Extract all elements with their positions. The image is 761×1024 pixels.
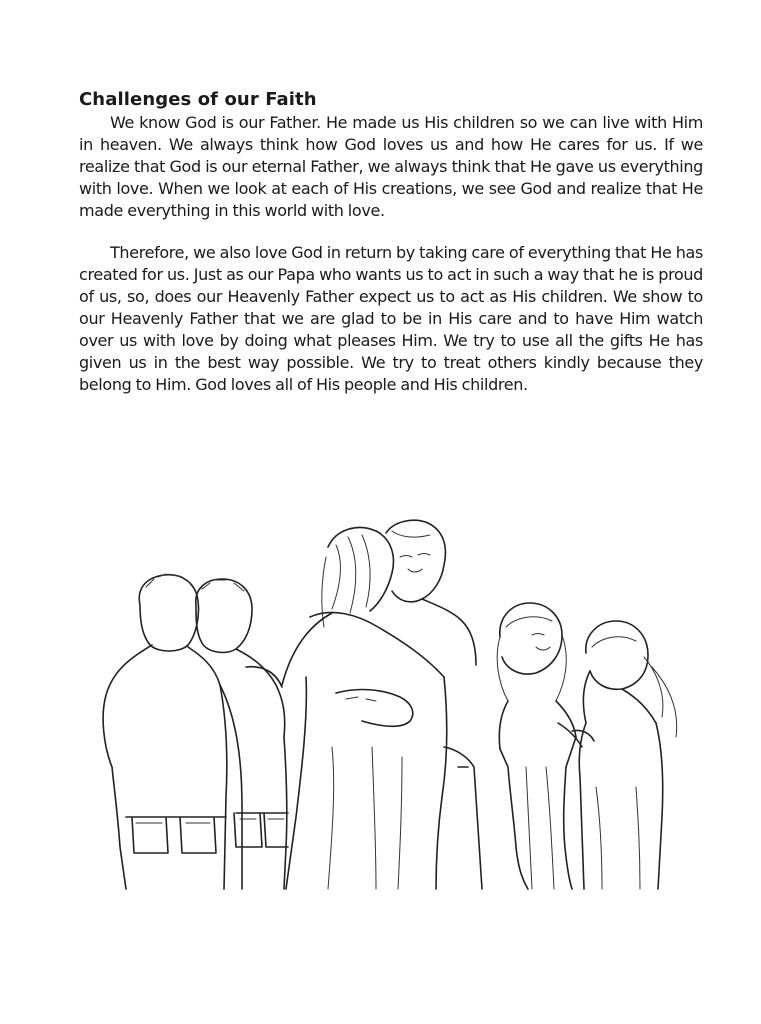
parents-hugging-figure (282, 520, 482, 889)
text-block (79, 88, 703, 396)
family-hug-line-drawing-icon (96, 517, 706, 902)
page-title: Challenges of our Faith (79, 89, 317, 110)
paragraph-1: We know God is our Father. He made us His children so we can live with Him in heaven. We always think how God loves us and how He cares for us. If we realize that God is our eternal Father, we always think that He gave us everything with love. When we look at each of His creations, we see God and realize that He made everything in this world with love. (79, 113, 703, 220)
girl-right-figure (572, 621, 677, 889)
paragraph-2: Therefore, we also love God in return by taking care of everything that He has created for us. Just as our Papa who wants us to act in such a way that he is proud of us, so, does our Heavenly Father expect us to act as His children. We show to our Heavenly Father that we are glad to be in His care and to have Him watch over us with love by doing what pleases Him. We try to use all the gifts He has given us in the best way possible. We try to treat others kindly because they belong to Him. God loves all of His people and His children. (79, 243, 703, 394)
girl-left-figure (497, 603, 582, 889)
boy-second-figure (196, 579, 288, 889)
boy-left-figure (103, 574, 227, 889)
